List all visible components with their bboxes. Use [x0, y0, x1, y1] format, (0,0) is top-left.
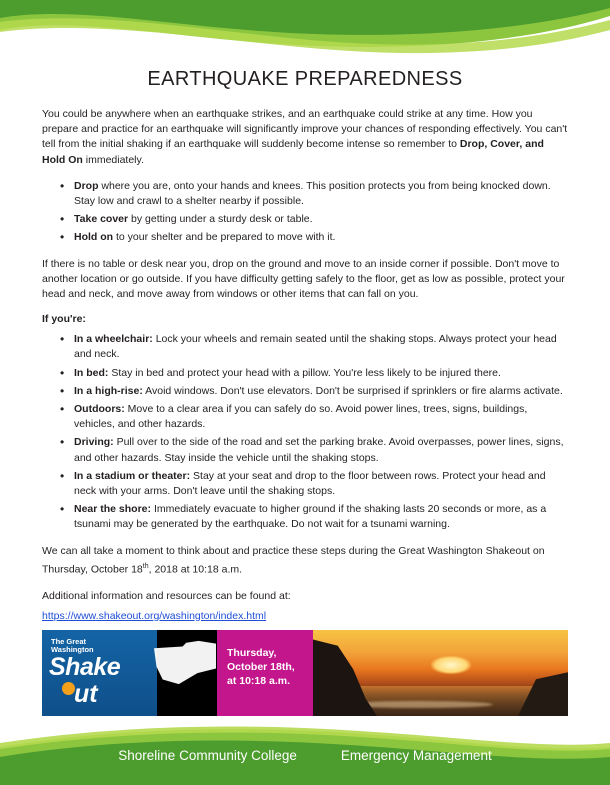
document-content	[42, 58, 568, 624]
footer	[0, 748, 610, 763]
situation-text: Immediately evacuate to higher ground if the shaking lasts 20 seconds or more, as a tsunami may be generated by the earthquake. Do not wait for a tsunami warning.	[74, 503, 547, 531]
shakeout-text-2: , 2018 at 10:18 a.m.	[148, 563, 243, 576]
banner-washington: Washington	[51, 645, 94, 654]
step-label: Take cover	[74, 213, 129, 226]
main-steps-list	[42, 179, 568, 246]
shakeout-ordinal: th	[142, 562, 149, 570]
situation-text: Stay in bed and protect your head with a pillow. You're less likely to be injured there.	[108, 366, 501, 379]
list-item	[74, 212, 568, 227]
situation-label: Near the shore:	[74, 503, 152, 516]
banner-date-line-1: Thursday,	[227, 647, 277, 659]
shakeout-banner	[42, 630, 568, 716]
banner-inner	[42, 630, 568, 716]
list-item	[74, 502, 568, 532]
banner-date-block	[217, 630, 313, 716]
banner-sunset-photo	[313, 630, 568, 716]
situation-text: Stay at your seat and drop to the floor between rows. Protect your head and neck with your arms. Don't leave until the shaking stops.	[74, 469, 546, 498]
page-title: EARTHQUAKE PREPAREDNESS	[147, 68, 463, 90]
footer-left-label: Shoreline Community College	[118, 748, 297, 763]
top-band-graphic	[0, 0, 610, 56]
situation-label: In a wheelchair:	[74, 333, 153, 346]
list-item	[74, 179, 568, 209]
banner-date-line-3: at 10:18 a.m.	[227, 675, 291, 687]
situation-label: Driving:	[74, 436, 114, 449]
step-label: Hold on	[74, 231, 114, 244]
sun-icon	[431, 656, 471, 674]
intro-bold-phrase: Drop, Cover, and Hold On	[42, 138, 544, 166]
intro-text-start: You could be anywhere when an earthquake strikes, and an earthquake could strike at any time. How you prepare and practice for an earthquake will significantly improve your chances of responding effectively. You can't tell from the initial shaking if an earthquake will suddenly become intense so remember to	[42, 108, 568, 151]
list-item	[74, 402, 568, 432]
washington-state-icon	[154, 640, 216, 686]
step-text: to your shelter and be prepared to move with it.	[113, 231, 336, 244]
shakeout-link[interactable]: https://www.shakeout.org/washington/index.html	[42, 609, 267, 622]
situation-text: Pull over to the side of the road and set the parking brake. Avoid overpasses, power lines, signs, and other hazards. Stay inside the vehicle until the shaking stops.	[74, 436, 564, 464]
banner-the-great: The Great	[51, 637, 87, 646]
list-item	[74, 366, 568, 381]
situation-text: Avoid windows. Don't use elevators. Don't be surprised if sprinklers or fire alarms activate.	[142, 384, 563, 397]
top-green-band	[0, 0, 610, 56]
list-item	[74, 435, 568, 465]
situation-text: Lock your wheels and remain seated until the shaking stops. Always protect your head and neck.	[74, 333, 557, 361]
situations-list	[42, 332, 568, 532]
situation-label: Outdoors:	[74, 403, 125, 416]
no-table-paragraph: If there is no table or desk near you, drop on the ground and move to an inside corner if possible. Don't move to another location or go outside. If you have difficulty getting safely to the floor, get as low as possible, protect your head and neck, and move away from windows or other items that can fall on you.	[42, 257, 565, 301]
intro-paragraph	[42, 107, 568, 168]
list-item	[74, 332, 568, 362]
shakeout-paragraph	[42, 544, 568, 578]
step-text: by getting under a sturdy desk or table.	[128, 213, 313, 226]
list-item	[74, 469, 568, 499]
intro-text-end: immediately.	[82, 153, 144, 166]
list-item	[74, 230, 568, 245]
additional-info-paragraph: Additional information and resources can be found at:	[42, 589, 291, 602]
step-text: where you are, onto your hands and knees. This position protects you from being knocked down. Stay low and crawl to a shelter nearby if possible.	[74, 179, 551, 208]
banner-date-line-2: October 18th,	[227, 661, 295, 673]
situation-label: In bed:	[74, 366, 109, 379]
situations-lead-in: If you're:	[42, 313, 86, 326]
shakeout-text-1: We can all take a moment to think about and practice these steps during the Great Washington Shakeout on Thursday, October 18	[42, 544, 545, 576]
banner-logo-block	[42, 630, 157, 716]
banner-shake-word: Shake	[49, 653, 121, 681]
banner-out-word: ut	[74, 680, 98, 708]
footer-right-label: Emergency Management	[340, 748, 492, 763]
banner-date-lines	[217, 630, 313, 688]
situation-label: In a stadium or theater:	[74, 469, 191, 482]
situation-text: Move to a clear area if you can safely do so. Avoid power lines, trees, signs, buildings, vehicles, and other hazards.	[74, 403, 528, 431]
step-label: Drop	[74, 179, 99, 192]
situation-label: In a high-rise:	[74, 384, 143, 397]
list-item	[74, 384, 568, 399]
coastline-silhouette-left	[313, 638, 377, 716]
